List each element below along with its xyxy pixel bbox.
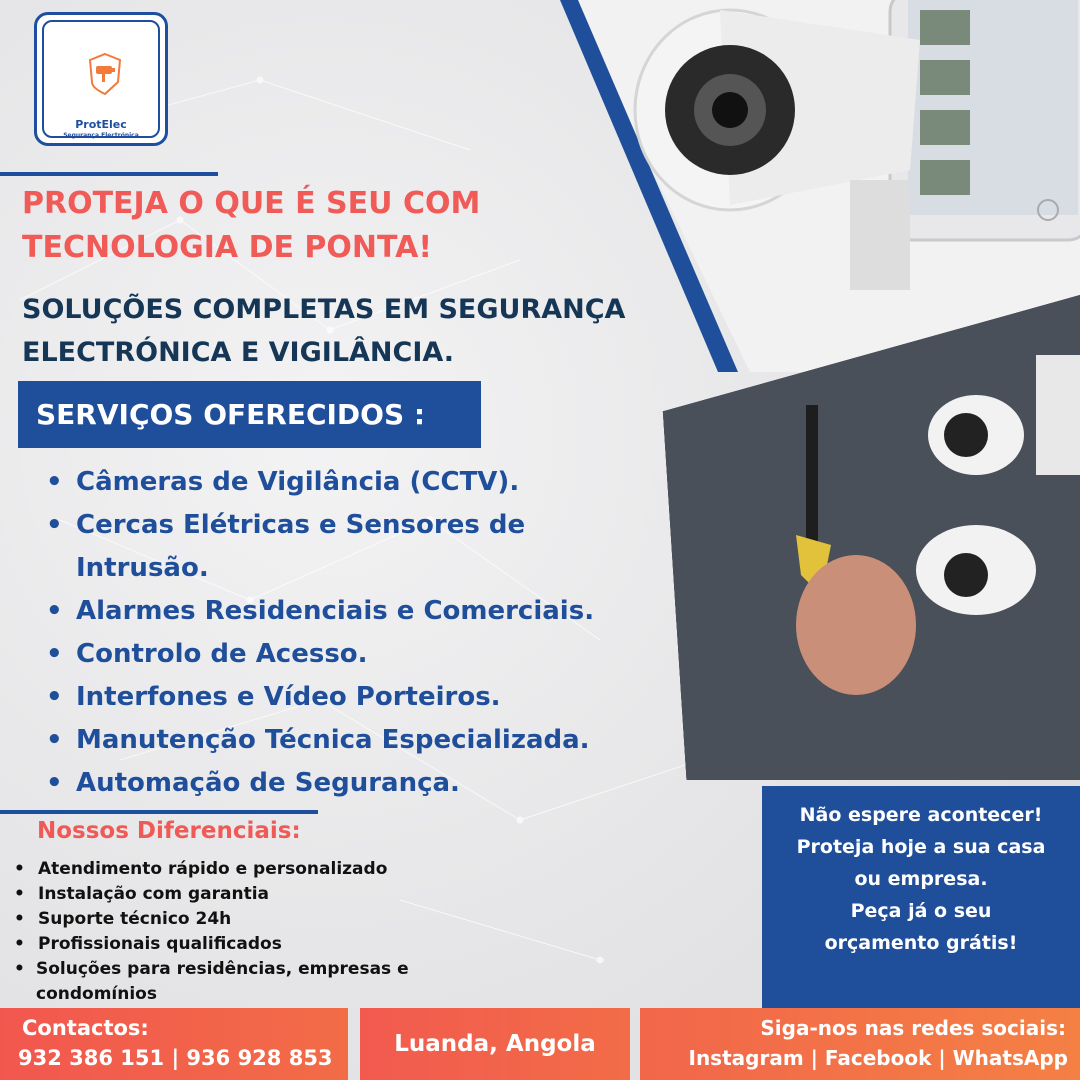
- cta-line: Proteja hoje a sua casa: [796, 836, 1046, 858]
- list-item: • Manutenção Técnica Especializada.: [44, 719, 664, 762]
- logo-name: ProtElec: [75, 118, 127, 131]
- list-item: • Interfones e Vídeo Porteiros.: [44, 676, 664, 719]
- list-item: Intrusão.: [76, 553, 209, 583]
- social-links[interactable]: Instagram | Facebook | WhatsApp: [688, 1046, 1068, 1070]
- divider-top: [0, 172, 218, 176]
- shield-camera-icon: [88, 52, 122, 96]
- differentials-title: Nossos Diferenciais:: [37, 818, 301, 844]
- contacts-panel: [0, 1008, 348, 1080]
- list-item: • Soluções para residências, empresas e condomínios: [10, 957, 490, 1007]
- list-item: • Suporte técnico 24h: [10, 907, 490, 932]
- subheadline-line-2: ELECTRÓNICA E VIGILÂNCIA.: [22, 337, 455, 368]
- location: Luanda, Angola: [360, 1008, 630, 1080]
- cta-line: orçamento grátis!: [824, 932, 1018, 954]
- logo-tagline: Segurança Electrónica: [63, 132, 139, 139]
- divider-bottom: [0, 810, 318, 814]
- logo: [34, 12, 168, 146]
- list-item: • Instalação com garantia: [10, 882, 490, 907]
- list-item: • Automação de Segurança.: [44, 762, 664, 805]
- phone-numbers[interactable]: 932 386 151 | 936 928 853: [18, 1046, 333, 1070]
- headline-line-1: PROTEJA O QUE É SEU COM: [22, 186, 481, 221]
- differentials-list: [10, 857, 490, 1007]
- list-item: • Câmeras de Vigilância (CCTV).: [44, 461, 664, 504]
- services-title: SERVIÇOS OFERECIDOS :: [18, 381, 481, 448]
- list-item: • Alarmes Residenciais e Comerciais.: [44, 590, 664, 633]
- call-to-action: [762, 786, 1080, 1008]
- list-item: • Controlo de Acesso.: [44, 633, 664, 676]
- services-list: [44, 461, 664, 805]
- headline: [22, 182, 582, 270]
- list-item: • Cercas Elétricas e Sensores de: [44, 504, 664, 547]
- list-item: • Atendimento rápido e personalizado: [10, 857, 490, 882]
- cta-line: Não espere acontecer!: [799, 804, 1043, 826]
- social-label: Siga-nos nas redes sociais:: [760, 1016, 1066, 1040]
- camera-photo: [560, 0, 1080, 372]
- cta-line: ou empresa.: [854, 868, 988, 890]
- contacts-label: Contactos:: [22, 1016, 149, 1040]
- headline-line-2: TECNOLOGIA DE PONTA!: [22, 230, 433, 265]
- subheadline-line-1: SOLUÇÕES COMPLETAS EM SEGURANÇA: [22, 294, 626, 325]
- list-item: • Profissionais qualificados: [10, 932, 490, 957]
- social-panel: [640, 1008, 1080, 1080]
- cta-line: Peça já o seu: [850, 900, 992, 922]
